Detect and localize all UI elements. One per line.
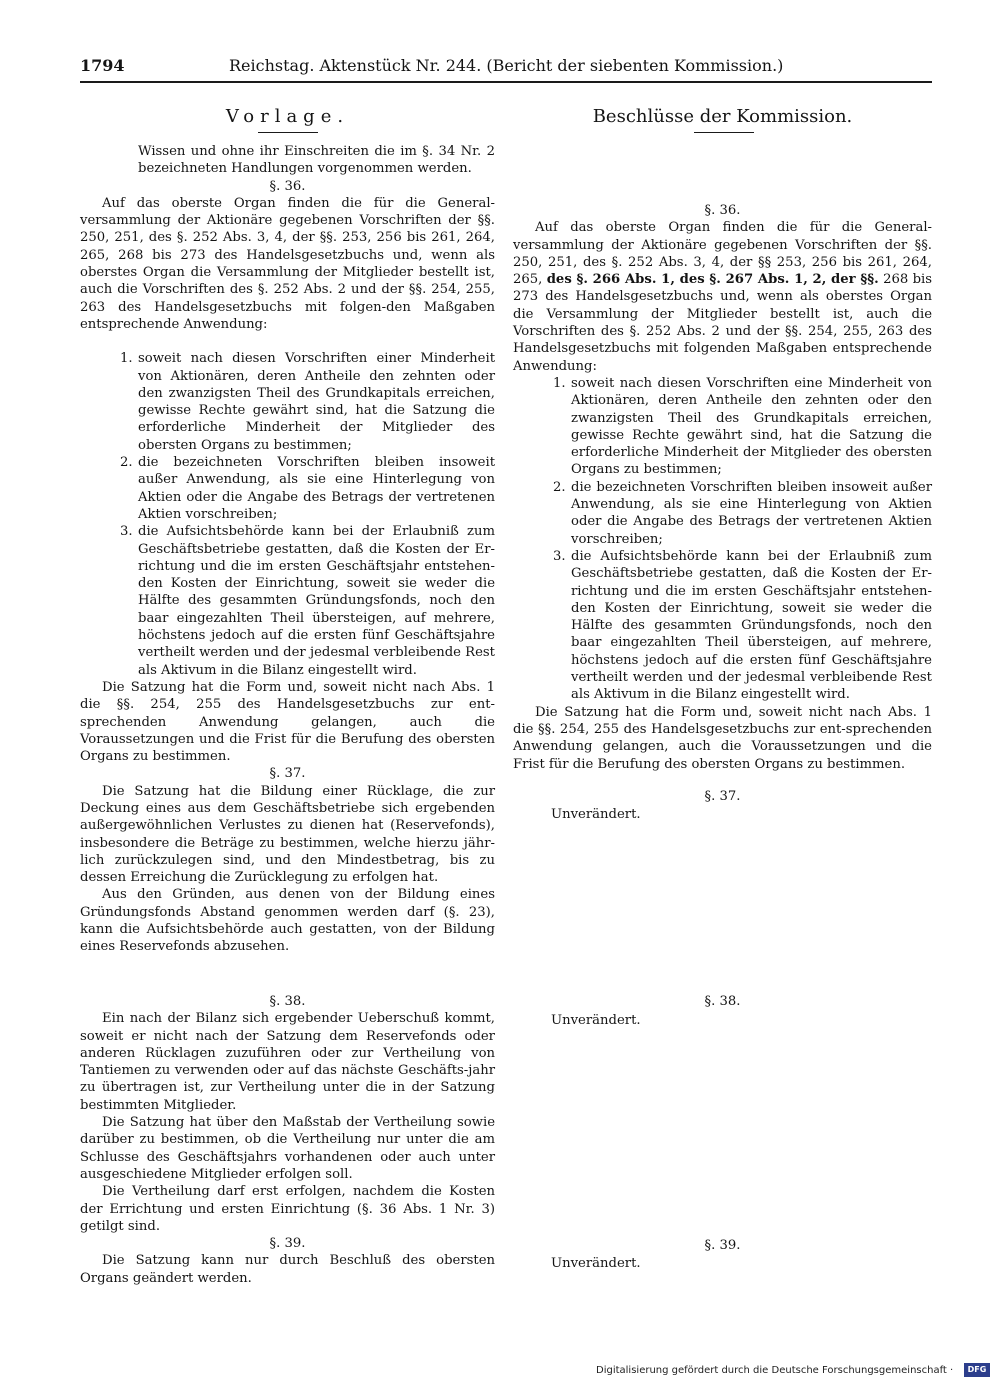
running-header — [80, 56, 932, 80]
right-column-s36 — [513, 202, 932, 773]
list-item-text: die bezeichneten Vorschriften bleiben insoweit außer Anwendung, als sie eine Hinterlegung von Aktien oder die Angabe des Betrags der vertretenen Aktien vorschreiben; — [138, 455, 495, 522]
right-s39-status: Unverändert. — [551, 1256, 641, 1271]
list-item-text: die bezeichneten Vorschriften bleiben insoweit außer Anwendung, als sie eine Hinterlegung von Aktien oder die Angabe des Betrags der vertretenen Aktien vorschreiben; — [571, 479, 932, 547]
list-item-number: 2. — [553, 479, 566, 495]
list-item — [513, 548, 932, 704]
digitization-credit: Digitalisierung gefördert durch die Deutsche Forschungsgemeinschaft · — [596, 1365, 954, 1376]
left-column-upper — [80, 143, 495, 956]
right-section-heading-36: §. 36. — [704, 203, 741, 218]
list-item-number: 3. — [120, 524, 133, 540]
right-s36-paragraph-2: Die Satzung hat die Form und, soweit nicht nach Abs. 1 die §§. 254, 255 des Handelsgesetzbuchs zur ent-sprechenden Anwendung gelangen, auch die Voraussetzungen und die Frist für die Berufung des obersten Organs zu bestimmen. — [513, 704, 932, 772]
left-s36-paragraph-2: Die Satzung hat die Form und, soweit nicht nach Abs. 1 die §§. 254, 255 des Handelsgesetzbuchs zur ent-sprechenden Anwendung gelangen, auch die Voraussetzungen und die Frist für die Berufung des obersten Organs zu bestimmen. — [80, 679, 495, 765]
list-item-text: die Aufsichtsbehörde kann bei der Erlaubniß zum Geschäftsbetriebe gestatten, daß die Kosten der Er-richtung und die im ersten Geschäftsjahr entstehen-den Kosten der Einrichtung, soweit sie weder die Hälfte des gesammten Gründungsfonds, noch den baar eingezahlten Theil übersteigen, auf mehrere, höchstens jedoch auf die ersten fünf Geschäftsjahre vertheilt werden und der jedesmal verbleibende Rest als Aktivum in die Bilanz eingestellt wird. — [138, 524, 495, 678]
list-item — [513, 479, 932, 548]
left-s36-paragraph-1: Auf das oberste Organ finden die für die General-versammlung der Aktionäre gegebenen Vorschriften der §§. 250, 251, des §. 252 Abs. 3, 4, der §§. 253, 256 bis 261, 264, 265, 268 bis 273 des Handelsgesetzbuchs und, wenn als oberstes Organ die Versammlung der Mitglieder bestellt ist, auch die Vorschriften des §. 252 Abs. 2 und der §§. 254, 255, 263 des Handelsgesetzbuchs mit folgen-den Maßgaben entsprechende Anwendung: — [80, 195, 495, 332]
right-section-heading-38: §. 38. — [704, 994, 741, 1009]
right-section-heading-37: §. 37. — [704, 789, 741, 804]
right-s38-status: Unverändert. — [551, 1013, 641, 1028]
right-s36-text-a: Auf das oberste Organ finden die für die General-versammlung der Aktionäre gegebenen Vorschriften der §§. 250, 251, des §. 252 Abs. 3, 4, der §§ 253, 256 bis 261, 264, 265, — [513, 220, 932, 288]
right-s36-paragraph-1 — [513, 219, 932, 375]
list-item-text: die Aufsichtsbehörde kann bei der Erlaubniß zum Geschäftsbetriebe gestatten, daß die Kosten der Er-richtung und die im ersten Geschäftsjahr entstehen-den Kosten der Einrichtung, soweit sie weder die Hälfte des gesammten Gründungsfonds, noch den baar eingezahlten Theil übersteigen, auf mehrere, höchstens jedoch auf die ersten fünf Geschäftsjahre vertheilt werden und der jedesmal verbleibende Rest als Aktivum in die Bilanz eingestellt wird. — [571, 548, 932, 703]
list-item — [513, 375, 932, 479]
left-s38-paragraph-3: Die Vertheilung darf erst erfolgen, nachdem die Kosten der Errichtung und ersten Einrichtung (§. 36 Abs. 1 Nr. 3) getilgt sind. — [80, 1184, 495, 1234]
running-title: Reichstag. Aktenstück Nr. 244. (Bericht der siebenten Kommission.) — [229, 56, 784, 75]
right-column-title: Beschlüsse der Kommission. — [592, 106, 853, 127]
left-column-lower — [80, 993, 495, 1287]
right-s36-text-b: 268 bis 273 des Handelsgesetzbuchs und, wenn als oberstes Organ die Versammlung der Mitglieder bestellt ist, auch die Vorschriften des §. 252 Abs. 2 und der §§. 254, 255, 263 des Handelsgesetzbuchs mit folgenden Maßgaben entsprechende Anwendung: — [513, 272, 932, 374]
list-item — [80, 350, 495, 454]
right-s37-status: Unverändert. — [551, 807, 641, 822]
right-s36-list — [513, 375, 932, 704]
dfg-logo-icon: DFG — [964, 1363, 990, 1377]
right-title-rule — [694, 132, 754, 133]
left-s37-paragraph-1: Die Satzung hat die Bildung einer Rücklage, die zur Deckung eines aus dem Geschäftsbetriebe sich ergebenden außergewöhnlichen Verlustes zu dienen hat (Reservefonds), insbesondere die Beträge zu bestimmen, welche hierzu jähr-lich zurückzulegen sind, und den Mindestbetrag, bis zu dessen Erreichung die Zurücklegung zu erfolgen hat. — [80, 783, 495, 886]
left-column-title: Vorlage. — [225, 106, 350, 127]
list-item — [80, 523, 495, 679]
left-section-heading-36: §. 36. — [269, 178, 306, 194]
list-item-number: 1. — [120, 351, 133, 367]
list-item-text: soweit nach diesen Vorschriften eine Minderheit von Aktionären, deren Antheile den zehnten oder den zwanzigsten Theil des Grundkapitals erreichen, gewisse Rechte gewährt sind, hat die Satzung die erforderliche Minderheit der Mitglieder des obersten Organs zu bestimmen; — [571, 375, 932, 478]
left-s38-paragraph-1: Ein nach der Bilanz sich ergebender Ueberschuß kommt, soweit er nicht nach der Satzung dem Reservefonds oder anderen Rücklagen zuzuführen oder zur Vertheilung von Tantiemen zu verwenden oder auf das nächste Geschäfts-jahr zu übertragen ist, zur Vertheilung unter die in der Satzung bestimmten Mitglieder. — [80, 1011, 495, 1113]
left-section-heading-38: §. 38. — [269, 994, 306, 1009]
list-item-text: soweit nach diesen Vorschriften einer Minderheit von Aktionären, deren Antheile den zehnten oder den zwanzigsten Theil des Grundkapitals erreichen, gewisse Rechte gewährt sind, hat die Satzung die erforderliche Minderheit der Mitglieder des obersten Organs zu bestimmen; — [138, 351, 495, 453]
list-item-number: 1. — [553, 375, 566, 391]
left-section-heading-39: §. 39. — [269, 1236, 306, 1252]
right-s36-text-bold: des §. 266 Abs. 1, des §. 267 Abs. 1, 2, der §§. — [546, 272, 879, 288]
left-s38-paragraph-2: Die Satzung hat über den Maßstab der Vertheilung sowie darüber zu bestimmen, ob die Vertheilung nur unter die am Schlusse des Geschäftsjahrs vorhandenen oder auch unter ausgeschiedene Mitglieder erfolgen soll. — [80, 1115, 495, 1182]
left-intro: Wissen und ohne ihr Einschreiten die im §. 34 Nr. 2 bezeichneten Handlungen vorgenommen werden. — [138, 144, 495, 177]
list-item — [80, 454, 495, 523]
left-s39-paragraph-1: Die Satzung kann nur durch Beschluß des obersten Organs geändert werden. — [80, 1253, 495, 1286]
left-s36-list — [80, 350, 495, 679]
list-item-number: 3. — [553, 548, 566, 564]
left-section-heading-37: §. 37. — [269, 766, 306, 782]
header-rule — [80, 81, 932, 83]
left-s37-paragraph-2: Aus den Gründen, aus denen von der Bildung eines Gründungsfonds Abstand genommen werden darf (§. 23), kann die Aufsichtsbehörde auch gestatten, von der Bildung eines Reservefonds abzusehen. — [80, 887, 495, 955]
left-title-rule — [258, 132, 318, 133]
right-section-heading-39: §. 39. — [704, 1238, 741, 1253]
page-number: 1794 — [80, 56, 125, 75]
list-item-number: 2. — [120, 455, 133, 471]
